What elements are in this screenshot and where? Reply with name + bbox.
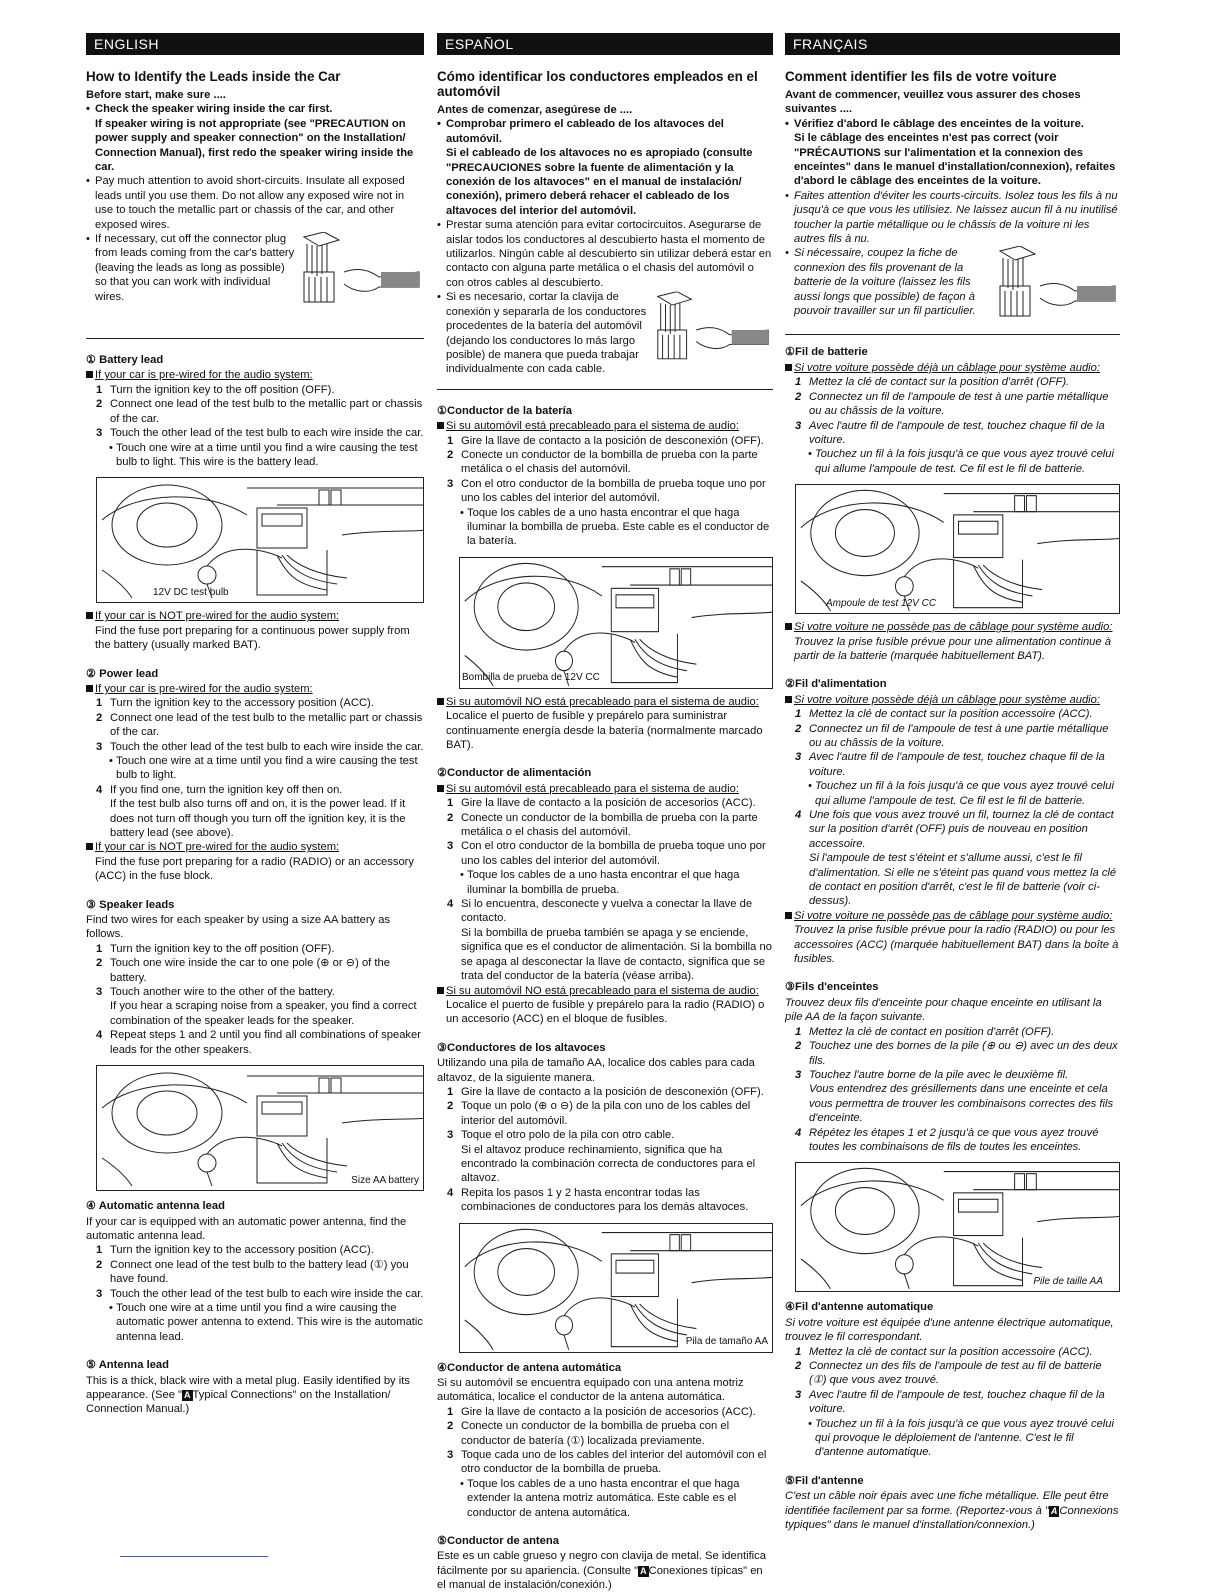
step-note: If you hear a scraping noise from a speaker, you find a correct combination of the speaker leads for the speaker. — [110, 1000, 417, 1027]
step-text: Une fois que vous avez trouvé un fil, tournez la clé de contact sur la position d'arrêt (OFF) puis de nouveau en position accessoire. — [809, 809, 1114, 850]
step-text: Gire la llave de contacto a la posición de accesorios (ACC). — [461, 1405, 756, 1418]
step-text: Avec l'autre fil de l'ampoule de test, touchez chaque fil de la voiture. — [809, 751, 1105, 778]
step-text: Si lo encuentra, desconecte y vuelva a conectar la llave de contacto. — [461, 898, 753, 925]
list-item: • Check the speaker wiring inside the car first. — [86, 102, 424, 116]
step-note: • Touchez un fil à la fois jusqu'à ce que vous ayez trouvé celui qui allume l'ampoule de test. Ce fil est le fil de batterie. — [785, 447, 1120, 476]
connection-a-icon: A — [640, 1565, 647, 1576]
step-text: Repeat steps 1 and 2 until you find all combinations of speaker leads for the other speakers. — [110, 1029, 421, 1056]
body-text: Find the fuse port preparing for a continuous power supply from the battery (usually marked BAT). — [95, 624, 410, 652]
step-text: If you find one, turn the ignition key off then on. — [110, 783, 343, 796]
body-text: Utilizando una pila de tamaño AA, localice dos cables para cada altavoz, de la siguiente manera. — [437, 1057, 755, 1084]
figure-caption: 12V DC test bulb — [153, 586, 229, 598]
connection-a-icon: A — [184, 1389, 191, 1400]
step-note: • Toque los cables de a uno hasta encontrar el que haga iluminar la bombilla de prueba. Este cable es el conductor de la batería. — [437, 506, 773, 549]
section-title: ② Power lead — [86, 667, 159, 680]
body-text: Localice el puerto de fusible y prepárelo para la radio (RADIO) o un accesorio (ACC) en el bloque de fusibles. — [446, 998, 765, 1026]
list-item-detail: Si le câblage des enceintes n'est pas correct (voir "PRÉCAUTIONS sur l'alimentation et la connexion des enceintes" dans le manuel d'installation/connexion), refaites d'abord le câblage des enceintes de la voiture. — [794, 132, 1116, 188]
step-text: Gire la llave de contacto a la posición de desconexión (OFF). — [461, 1085, 764, 1098]
body-text: Trouvez la prise fusible prévue pour la radio (RADIO) ou pour les accessoires (ACC) (marquée habituellement BAT) dans la boîte à fusibles. — [794, 924, 1119, 966]
list-item: • Faites attention d'éviter les courts-circuits. Isolez tous les fils à nu jusqu'à ce que vous les utilisiez. Ne laissez aucun fil à nu inutilisé toucher la partie métallique ou le châssis de la voiture ni les autres fils à nu. — [785, 189, 1120, 247]
body-text: Trouvez la prise fusible prévue pour une alimentation continue à partir de la batterie (marquée habituellement BAT). — [794, 635, 1111, 662]
list-item: • Si nécessaire, coupez la fiche de connexion des fils provenant de la batterie de la voiture (laissez les fils aussi longs que possible) de façon à pouvoir travailler sur un fil particulier. — [785, 246, 995, 326]
figure-caption: Pile de taille AA — [1033, 1275, 1103, 1287]
page-title: Cómo identificar los conductores empleados en el automóvil — [437, 69, 758, 99]
intro-text: Before start, make sure .... — [86, 89, 226, 101]
wiring-illustration — [459, 557, 773, 689]
step-note: • Touch one wire at a time until you find a wire causing the test bulb to light. — [86, 754, 424, 783]
step-text: Toque el otro polo de la pila con otro cable. — [461, 1129, 675, 1142]
wiring-illustration — [96, 477, 424, 603]
condition-text: Si votre voiture possède déjà un câblage pour système audio: — [794, 361, 1100, 374]
step-text: Turn the ignition key to the accessory position (ACC). — [110, 697, 374, 710]
step-text: Mettez la clé de contact sur la position d'arrêt (OFF). — [809, 376, 1070, 389]
section-title: ①Conductor de la batería — [437, 404, 572, 417]
section-title: ③Conductores de los altavoces — [437, 1041, 606, 1054]
section-title: ④Conductor de antena automática — [437, 1361, 622, 1374]
intro-text: Avant de commencer, veuillez vous assurer des choses suivantes .... — [785, 89, 1081, 116]
step-note: • Touch one wire at a time until you find a wire causing the test bulb to light. This wire is the battery lead. — [86, 441, 424, 470]
body-text: Find the fuse port preparing for a radio (RADIO) or an accessory (ACC) in the fuse block. — [95, 855, 414, 883]
figure-caption: Ampoule de test 12V CC — [826, 597, 937, 609]
body-text: If your car is equipped with an automatic power antenna, find the automatic antenna lead. — [86, 1215, 407, 1242]
step-note: • Touchez un fil à la fois jusqu'à ce que vous ayez trouvé celui qui allume l'ampoule de test. Ce fil est le fil de batterie. — [785, 779, 1120, 808]
step-text: Touch another wire to the other of the battery. — [110, 986, 335, 999]
column-english: ENGLISH How to Identify the Leads inside the Car Before start, make sure .... • Check the speaker wiring inside the car first. If speaker wiring is not appropriate (see "PRECAUTION on power supply and speaker connection" on the Installation/ Connection Manual), first redo the speaker wiring inside the car. • Pay much attention to avoid short-circuits. Insulate all exposed leads until you use them. Do not allow any exposed wire not in use to touch the metallic part or chassis of the car, and other exposed wires. • If necessary, cut off the connector plug from leads coming from the car's battery (leaving the leads as long as possible) so that you can work with individual wires. ① Battery lead If your car is pre-wired for the audio system: 1 Turn the ignition key to the off position (OFF). 2 Connect one lead of the test bulb to the metallic part or chassis of the car. 3 Touch the other lead of the test bulb to each wire inside the car. • Touch one wire at a time until you find a wire causing the test bulb to light. This wire is the battery lead. 12V DC test bulb If your car is NOT pre-wired for the audio system: Find the fuse port preparing for a continuous power supply from the battery (usually marked BAT). ② Power lead If your car is pre-wired for the audio system: 1 Turn the ignition key to the accessory position (ACC). 2 Connect one lead of the test bulb to the metallic part or chassis of the car. 3 Touch the other lead of the test bulb to each wire inside the car. • Touch one wire at a time until you find a wire causing the test bulb to light. 4 If you find one, turn the ignition key off then on. If the test bulb also turns off and on, it is the power lead. If it does not turn off though you turn off the ignition key, it is the battery lead (see above). If your car is NOT pre-wired for the audio system: Find the fuse port preparing for a radio (RADIO) or an accessory (ACC) in the fuse block. ③ Speaker leads Find two wires for each speaker by using a size AA battery as follows. 1 Turn the ignition key to the off position (OFF). 2 Touch one wire inside the car to one pole (⊕ or ⊖) of the battery. 3 Touch another wire to the other of the battery. If you hear a scraping noise from a speaker, you find a correct combination of the speaker leads for the speaker. 4 Repeat steps 1 and 2 until you find all combinations of speaker leads for the other speakers. Size AA battery ④ Automatic antenna lead If your car is equipped with an automatic power antenna, find the automatic antenna lead. 1 Turn the ignition key to the accessory position (ACC). 2 Connect one lead of the test bulb to the battery lead (①) you have found. 3 Touch the other lead of the test bulb to each wire inside the car. • Touch one wire at a time until you find a wire causing the automatic power antenna to extend. This wire is the automatic antenna lead. ⑤ Antenna lead This is a thick, black wire with a metal plug. Easily identified by its appearance. (See " A Typical Connections" on the Installation/ Connection Manual.) — [86, 33, 424, 1417]
step-text: Repita los pasos 1 y 2 hasta encontrar todas las combinaciones de conductores para los demás altavoces. — [461, 1186, 749, 1214]
step-text: Mettez la clé de contact en position d'arrêt (OFF). — [809, 1025, 1055, 1038]
list-item: • Si es necesario, cortar la clavija de conexión y separarla de los conductores procedentes de la batería del automóvil (dejando los conductores lo más largo posible) de manera que pueda trabajar individualmente con cada cable. — [437, 290, 653, 376]
step-text: Répétez les étapes 1 et 2 jusqu'à ce que vous ayez trouvé toutes les combinaisons de fils de toutes les enceintes. — [809, 1126, 1099, 1153]
section-header-french: FRANÇAIS — [785, 33, 1120, 55]
body-text: C'est un câble noir épais avec une fiche métallique. Elle peut être identifiée facilement par sa forme. (Reportez-vous à " A Connexions typiques" dans le manuel d'installation/connexion.) — [785, 1490, 1119, 1532]
step-text: Touchez une des bornes de la pile (⊕ ou ⊖) avec un des deux fils. — [809, 1040, 1118, 1067]
condition-text: Si su automóvil NO está precableado para el sistema de audio: — [446, 695, 759, 708]
list-item-detail: Si el cableado de los altavoces no es apropiado (consulte "PRECAUCIONES sobre la fuente de alimentación y la conexión de los altavoces" en el manual de instalación/ conexión), primero deberá rehacer el cableado de los altavoces del interior del automóvil. — [446, 147, 753, 217]
cutter-illustration — [653, 290, 773, 370]
section-title: ①Fil de batterie — [785, 346, 868, 359]
condition-text: If your car is pre-wired for the audio system: — [95, 682, 313, 695]
body-text: Find two wires for each speaker by using a size AA battery as follows. — [86, 914, 391, 941]
step-text: Avec l'autre fil de l'ampoule de test, touchez chaque fil de la voiture. — [809, 419, 1105, 446]
section-title: ③Fils d'enceintes — [785, 981, 879, 994]
wiring-illustration — [795, 1162, 1120, 1292]
condition-text: If your car is NOT pre-wired for the audio system: — [95, 610, 340, 623]
condition-text: If your car is NOT pre-wired for the audio system: — [95, 841, 340, 854]
step-text: Touchez l'autre borne de la pile avec le deuxième fil. — [809, 1068, 1069, 1081]
section-title: ②Conductor de alimentación — [437, 767, 592, 780]
section-title: ⑤ Antenna lead — [86, 1359, 169, 1372]
step-note: • Toque los cables de a uno hasta encontrar el que haga iluminar la bombilla de prueba. — [437, 868, 773, 897]
step-text: Touch the other lead of the test bulb to each wire inside the car. — [110, 427, 424, 440]
section-header-english: ENGLISH — [86, 33, 424, 55]
step-note: Vous entendrez des grésillements dans une enceinte et cela vous permettra de trouver les combinaisons correctes des fils d'enceinte. — [809, 1083, 1114, 1125]
step-text: Touch one wire inside the car to one pole (⊕ or ⊖) of the battery. — [110, 957, 390, 984]
list-item: • If necessary, cut off the connector plug from leads coming from the car's battery (leaving the leads as long as possible) so that you can work with individual wires. — [86, 232, 299, 312]
wiring-illustration — [459, 1223, 773, 1353]
step-text: Turn the ignition key to the accessory position (ACC). — [110, 1244, 374, 1257]
step-note: • Touch one wire at a time until you find a wire causing the automatic power antenna to extend. This wire is the automatic antenna lead. — [86, 1301, 424, 1344]
column-french: FRANÇAIS Comment identifier les fils de votre voiture Avant de commencer, veuillez vous assurer des choses suivantes .... • Vérifiez d'abord le câblage des enceintes de la voiture. Si le câblage des enceintes n'est pas correct (voir "PRÉCAUTIONS sur l'alimentation et la connexion des enceintes" dans le manuel d'installation/connexion), refaites d'abord le câblage des enceintes de la voiture. • Faites attention d'éviter les courts-circuits. Isolez tous les fils à nu jusqu'à ce que vous les utilisiez. Ne laissez aucun fil à nu inutilisé toucher la partie métallique ou le châssis de la voiture ni les autres fils à nu. • Si nécessaire, coupez la fiche de connexion des fils provenant de la batterie de la voiture (laissez les fils aussi longs que possible) de façon à pouvoir travailler sur un fil particulier. ①Fil de batterie Si votre voiture possède déjà un câblage pour système audio: 1 Mettez la clé de contact sur la position d'arrêt (OFF). 2 Connectez un fil de l'ampoule de test à une partie métallique ou au châssis de la voiture. 3 Avec l'autre fil de l'ampoule de test, touchez chaque fil de la voiture. • Touchez un fil à la fois jusqu'à ce que vous ayez trouvé celui qui allume l'ampoule de test. Ce fil est le fil de batterie. Ampoule de test 12V CC Si votre voiture ne possède pas de câblage pour système audio: Trouvez la prise fusible prévue pour une alimentation continue à partir de la batterie (marquée habituellement BAT). ②Fil d'alimentation Si votre voiture possède déjà un câblage pour système audio: 1 Mettez la clé de contact sur la position accessoire (ACC). 2 Connectez un fil de l'ampoule de test à une partie métallique ou au châssis de la voiture. 3 Avec l'autre fil de l'ampoule de test, touchez chaque fil de la voiture. • Touchez un fil à la fois jusqu'à ce que vous ayez trouvé celui qui allume l'ampoule de test. Ce fil est le fil de batterie. 4 Une fois que vous avez trouvé un fil, tournez la clé de contact sur la position d'arrêt (OFF) puis de nouveau en position accessoire. Si l'ampoule de test s'éteint et s'allume aussi, c'est le fil d'alimentation. Si elle ne s'éteint pas quand vous mettez la clé de contact en position d'arrêt, c'est le fil de batterie (voir ci-dessus). Si votre voiture ne possède pas de câblage pour système audio: Trouvez la prise fusible prévue pour la radio (RADIO) ou pour les accessoires (ACC) (marquée habituellement BAT) dans la boîte à fusibles. ③Fils d'enceintes Trouvez deux fils d'enceinte pour chaque enceinte en utilisant la pile AA de la façon suivante. 1 Mettez la clé de contact en position d'arrêt (OFF). 2 Touchez une des bornes de la pile (⊕ ou ⊖) avec un des deux fils. 3 Touchez l'autre borne de la pile avec le deuxième fil. Vous entendrez des grésillements dans une enceinte et cela vous permettra de trouver les combinaisons correctes des fils d'enceinte. 4 Répétez les étapes 1 et 2 jusqu'à ce que vous ayez trouvé toutes les combinaisons de fils de toutes les enceintes. Pile de taille AA ④Fil d'antenne automatique Si votre voiture est équipée d'une antenne électrique automatique, trouvez le fil correspondant. 1 Mettez la clé de contact sur la position accessoire (ACC). 2 Connectez un des fils de l'ampoule de test au fil de batterie (①) que vous avez trouvé. 3 Avec l'autre fil de l'ampoule de test, touchez chaque fil de la voiture. • Touchez un fil à la fois jusqu'à ce que vous ayez trouvé celui qui provoque le déploiement de l'antenne. C'est le fil d'antenne automatique. ⑤Fil d'antenne C'est un câble noir épais avec une fiche métallique. Elle peut être identifiée facilement par sa forme. (Reportez-vous à " A Connexions typiques" dans le manuel d'installation/connexion.) — [785, 33, 1120, 1532]
step-text: Mettez la clé de contact sur la position accessoire (ACC). — [809, 708, 1093, 721]
wiring-illustration — [795, 484, 1120, 614]
condition-text: Si su automóvil NO está precableado para el sistema de audio: — [446, 984, 759, 997]
list-item: • Vérifiez d'abord le câblage des enceintes de la voiture. — [785, 117, 1120, 131]
list-item: • Comprobar primero el cableado de los altavoces del automóvil. — [437, 117, 773, 146]
condition-text: Si votre voiture possède déjà un câblage pour système audio: — [794, 693, 1100, 706]
step-text: Connect one lead of the test bulb to the metallic part or chassis of the car. — [110, 711, 423, 739]
step-text: Con el otro conductor de la bombilla de prueba toque uno por uno los cables del interior del automóvil. — [461, 840, 766, 867]
step-text: Avec l'autre fil de l'ampoule de test, touchez chaque fil de la voiture. — [809, 1388, 1105, 1416]
step-text: Gire la llave de contacto a la posición de accesorios (ACC). — [461, 797, 756, 810]
condition-text: Si votre voiture ne possède pas de câblage pour système audio: — [794, 621, 1113, 634]
page-title: Comment identifier les fils de votre voiture — [785, 69, 1057, 84]
body-text: Si votre voiture est équipée d'une antenne électrique automatique, trouvez le fil correspondant. — [785, 1316, 1114, 1344]
step-text: Mettez la clé de contact sur la position accessoire (ACC). — [809, 1345, 1093, 1358]
step-note: If the test bulb also turns off and on, it is the power lead. If it does not turn off though you turn off the ignition key, it is the battery lead (see above). — [110, 798, 406, 839]
body-text: This is a thick, black wire with a metal plug. Easily identified by its appearance. (See " A Typical Connections" on the Installation/ Connection Manual.) — [86, 1374, 410, 1416]
connection-a-icon: A — [1050, 1505, 1058, 1516]
condition-text: Si su automóvil está precableado para el sistema de audio: — [446, 420, 739, 433]
footer-divider — [120, 1556, 268, 1557]
step-text: Con el otro conductor de la bombilla de prueba toque uno por uno los cables del interior del automóvil. — [461, 477, 766, 505]
step-text: Connect one lead of the test bulb to the battery lead (①) you have found. — [110, 1258, 409, 1286]
body-text: Localice el puerto de fusible y prepárelo para suministrar continuamente energía desde la batería (normalmente marcado BAT). — [446, 710, 763, 751]
step-text: Conecte un conductor de la bombilla de prueba con el conductor de batería (①) localizada previamente. — [461, 1420, 730, 1447]
step-text: Toque cada uno de los cables del interior del automóvil con el otro conductor de la bombilla de prueba. — [461, 1449, 767, 1476]
condition-text: If your car is pre-wired for the audio system: — [95, 369, 313, 382]
figure-caption: Bombilla de prueba de 12V CC — [462, 672, 600, 684]
step-text: Touch the other lead of the test bulb to each wire inside the car. — [110, 740, 424, 753]
step-note: Si l'ampoule de test s'éteint et s'allume aussi, c'est le fil d'alimentation. Si elle ne s'éteint pas quand vous mettez la clé de contact en position d'arrêt, c'est le fil de batterie (voir ci-dessus). — [809, 852, 1117, 908]
intro-text: Antes de comenzar, asegúrese de .... — [437, 104, 633, 116]
step-note: • Touchez un fil à la fois jusqu'à ce que vous ayez trouvé celui qui provoque le déploiement de l'antenne. C'est le fil d'antenne automatique. — [785, 1417, 1120, 1460]
step-text: Connect one lead of the test bulb to the metallic part or chassis of the car. — [110, 398, 423, 425]
step-text: Conecte un conductor de la bombilla de prueba con la parte metálica o el chasis del automóvil. — [461, 448, 758, 476]
step-note: Si la bombilla de prueba también se apaga y se enciende, significa que es el conductor de alimentación. Si la bombilla no se apaga al desconectar la llave de contacto, significa que se trata del conductor de la batería (véase arriba). — [461, 926, 772, 983]
cutter-illustration — [995, 246, 1120, 326]
section-title: ③ Speaker leads — [86, 898, 175, 911]
section-title: ⑤Conductor de antena — [437, 1535, 559, 1548]
section-title: ① Battery lead — [86, 354, 164, 367]
step-text: Connectez un fil de l'ampoule de test à une partie métallique ou au châssis de la voiture. — [809, 722, 1109, 749]
step-text: Touch the other lead of the test bulb to each wire inside the car. — [110, 1287, 424, 1300]
figure-caption: Pila de tamaño AA — [685, 1336, 768, 1348]
body-text: Trouvez deux fils d'enceinte pour chaque enceinte en utilisant la pile AA de la façon suivante. — [785, 996, 1102, 1024]
cutter-illustration — [299, 232, 424, 312]
list-item: • Prestar suma atención para evitar cortocircuitos. Asegurarse de aislar todos los conductores al descubierto hasta el momento de utilizarlos. Ningún cable al descubierto sin utilizar deberá estar en contacto con alguna parte metálica o el chasis del automóvil o con otros cables al descubierto. — [437, 218, 773, 290]
section-title: ④ Automatic antenna lead — [86, 1200, 225, 1213]
step-text: Gire la llave de contacto a la posición de desconexión (OFF). — [461, 434, 764, 447]
list-item-detail: If speaker wiring is not appropriate (see "PRECAUTION on power supply and speaker connection" on the Installation/ Connection Manual), first redo the speaker wiring inside the car. — [95, 117, 414, 174]
wiring-illustration — [96, 1065, 424, 1191]
step-text: Turn the ignition key to the off position (OFF). — [110, 942, 335, 955]
step-text: Conecte un conductor de la bombilla de prueba con la parte metálica o el chasis del automóvil. — [461, 811, 758, 839]
section-header-spanish: ESPAÑOL — [437, 33, 773, 55]
section-title: ④Fil d'antenne automatique — [785, 1301, 934, 1314]
body-text: Este es un cable grueso y negro con clavija de metal. Se identifica fácilmente por su apariencia. (Consulte " A Conexiones típicas" en el manual de instalación/conexión.) — [437, 1550, 766, 1592]
column-spanish: ESPAÑOL Cómo identificar los conductores empleados en el automóvil Antes de comenzar, asegúrese de .... • Comprobar primero el cableado de los altavoces del automóvil. Si el cableado de los altavoces no es apropiado (consulte "PRECAUCIONES sobre la fuente de alimentación y la conexión de los altavoces" en el manual de instalación/ conexión), primero deberá rehacer el cableado de los altavoces del interior del automóvil. • Prestar suma atención para evitar cortocircuitos. Asegurarse de aislar todos los conductores al descubierto hasta el momento de utilizarlos. Ningún cable al descubierto sin utilizar deberá estar en contacto con alguna parte metálica o el chasis del automóvil o con otros cables al descubierto. • Si es necesario, cortar la clavija de conexión y separarla de los conductores procedentes de la batería del automóvil (dejando los conductores lo más largo posible) de manera que pueda trabajar individualmente con cada cable. ①Conductor de la batería Si su automóvil está precableado para el sistema de audio: 1 Gire la llave de contacto a la posición de desconexión (OFF). 2 Conecte un conductor de la bombilla de prueba con la parte metálica o el chasis del automóvil. 3 Con el otro conductor de la bombilla de prueba toque uno por uno los cables del interior del automóvil. • Toque los cables de a uno hasta encontrar el que haga iluminar la bombilla de prueba. Este cable es el conductor de la batería. Bombilla de prueba de 12V CC Si su automóvil NO está precableado para el sistema de audio: Localice el puerto de fusible y prepárelo para suministrar continuamente energía desde la batería (normalmente marcado BAT). ②Conductor de alimentación Si su automóvil está precableado para el sistema de audio: 1 Gire la llave de contacto a la posición de accesorios (ACC). 2 Conecte un conductor de la bombilla de prueba con la parte metálica o el chasis del automóvil. 3 Con el otro conductor de la bombilla de prueba toque uno por uno los cables del interior del automóvil. • Toque los cables de a uno hasta encontrar el que haga iluminar la bombilla de prueba. 4 Si lo encuentra, desconecte y vuelva a conectar la llave de contacto. Si la bombilla de prueba también se apaga y se enciende, significa que es el conductor de alimentación. Si la bombilla no se apaga al desconectar la llave de contacto, significa que se trata del conductor de la batería (véase arriba). Si su automóvil NO está precableado para el sistema de audio: Localice el puerto de fusible y prepárelo para la radio (RADIO) o un accesorio (ACC) en el bloque de fusibles. ③Conductores de los altavoces Utilizando una pila de tamaño AA, localice dos cables para cada altavoz, de la siguiente manera. 1 Gire la llave de contacto a la posición de desconexión (OFF). 2 Toque un polo (⊕ o ⊖) de la pila con uno de los cables del interior del automóvil. 3 Toque el otro polo de la pila con otro cable. Si el altavoz produce rechinamiento, significa que ha encontrado la combinación correcta de conductores para el altavoz. 4 Repita los pasos 1 y 2 hasta encontrar todas las combinaciones de conductores para los demás altavoces. Pila de tamaño AA ④Conductor de antena automática Si su automóvil se encuentra equipado con una antena motriz automática, localice el conductor de la antena automática. 1 Gire la llave de contacto a la posición de accesorios (ACC). 2 Conecte un conductor de la bombilla de prueba con el conductor de batería (①) localizada previamente. 3 Toque cada uno de los cables del interior del automóvil con el otro conductor de la bombilla de prueba. • Toque los cables de a uno hasta encontrar el que haga extender la antena motriz automática. Este cable es el conductor de antena automática. ⑤Conductor de antena Este es un cable grueso y negro con clavija de metal. Se identifica fácilmente por su apariencia. (Consulte " A Conexiones típicas" en el manual de instalación/conexión.) — [437, 33, 773, 1593]
step-note: • Toque los cables de a uno hasta encontrar el que haga extender la antena motriz automática. Este cable es el conductor de antena automática. — [437, 1477, 773, 1520]
list-item: • Pay much attention to avoid short-circuits. Insulate all exposed leads until you use them. Do not allow any exposed wire not in use to touch the metallic part or chassis of the car, and other exposed wires. — [86, 174, 424, 232]
section-title: ②Fil d'alimentation — [785, 678, 887, 691]
condition-text: Si su automóvil está precableado para el sistema de audio: — [446, 782, 739, 795]
page-title: How to Identify the Leads inside the Car — [86, 69, 341, 84]
condition-text: Si votre voiture ne possède pas de câblage pour système audio: — [794, 909, 1113, 922]
figure-caption: Size AA battery — [351, 1174, 419, 1186]
step-text: Toque un polo (⊕ o ⊖) de la pila con uno de los cables del interior del automóvil. — [461, 1100, 751, 1127]
step-note: Si el altavoz produce rechinamiento, significa que ha encontrado la combinación correcta de conductores para el altavoz. — [461, 1143, 756, 1185]
body-text: Si su automóvil se encuentra equipado con una antena motriz automática, localice el conductor de la antena automática. — [437, 1377, 744, 1404]
step-text: Turn the ignition key to the off position (OFF). — [110, 383, 335, 396]
step-text: Connectez un des fils de l'ampoule de test au fil de batterie (①) que vous avez trouvé. — [809, 1359, 1102, 1387]
section-title: ⑤Fil d'antenne — [785, 1474, 864, 1487]
step-text: Connectez un fil de l'ampoule de test à une partie métallique ou au châssis de la voiture. — [809, 390, 1109, 418]
